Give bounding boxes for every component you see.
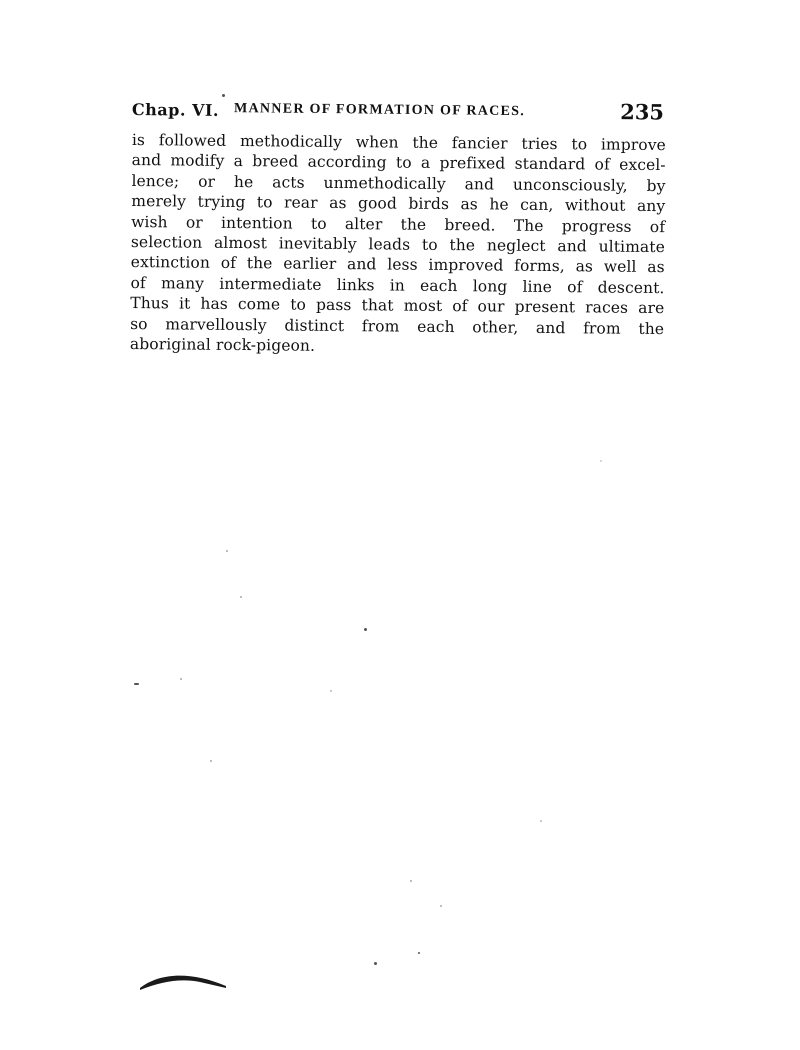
scan-speck (226, 550, 228, 552)
scan-speck (410, 880, 412, 882)
text-line: Thus it has come to pass that most of our present races are (130, 294, 665, 318)
text-line: is followed methodically when the fancier tries to improve (131, 130, 666, 155)
scan-speck (540, 820, 542, 822)
scan-speck (600, 460, 602, 462)
scan-shadow-artifact (140, 968, 226, 990)
text-line: of many intermediate links in each long line of descent. (130, 273, 665, 297)
scan-speck (440, 905, 442, 907)
scan-speck (240, 596, 242, 598)
text-line: selection almost inevitably leads to the neglect and ultimate (130, 232, 665, 257)
text-line: lence; or he acts unmethodically and unconsciously, by (131, 171, 666, 195)
text-line: extinction of the earlier and less improved forms, as well as (130, 253, 665, 277)
text-line: so marvellously distinct from each other, and from the (130, 314, 665, 338)
text-line: aboriginal rock-pigeon. (129, 334, 316, 355)
body-paragraph (130, 130, 666, 359)
text-line: and modify a breed according to a prefixed standard of excel- (131, 151, 666, 175)
chapter-label: Chap. VI. (131, 100, 220, 120)
text-line: merely trying to rear as good birds as he can, without any (131, 192, 666, 216)
scan-speck (364, 628, 367, 631)
scan-speck (134, 683, 139, 685)
scan-speck (222, 94, 225, 97)
page-number: 235 (620, 99, 665, 125)
running-head-title: MANNER OF FORMATION OF RACES. (233, 101, 526, 120)
scan-speck (330, 690, 332, 692)
running-head (132, 96, 666, 128)
scan-speck (418, 952, 420, 954)
text-line: wish or intention to alter the breed. The progress of (131, 212, 666, 236)
scan-speck (374, 962, 377, 965)
scan-speck (210, 760, 212, 762)
scan-speck (180, 678, 182, 680)
